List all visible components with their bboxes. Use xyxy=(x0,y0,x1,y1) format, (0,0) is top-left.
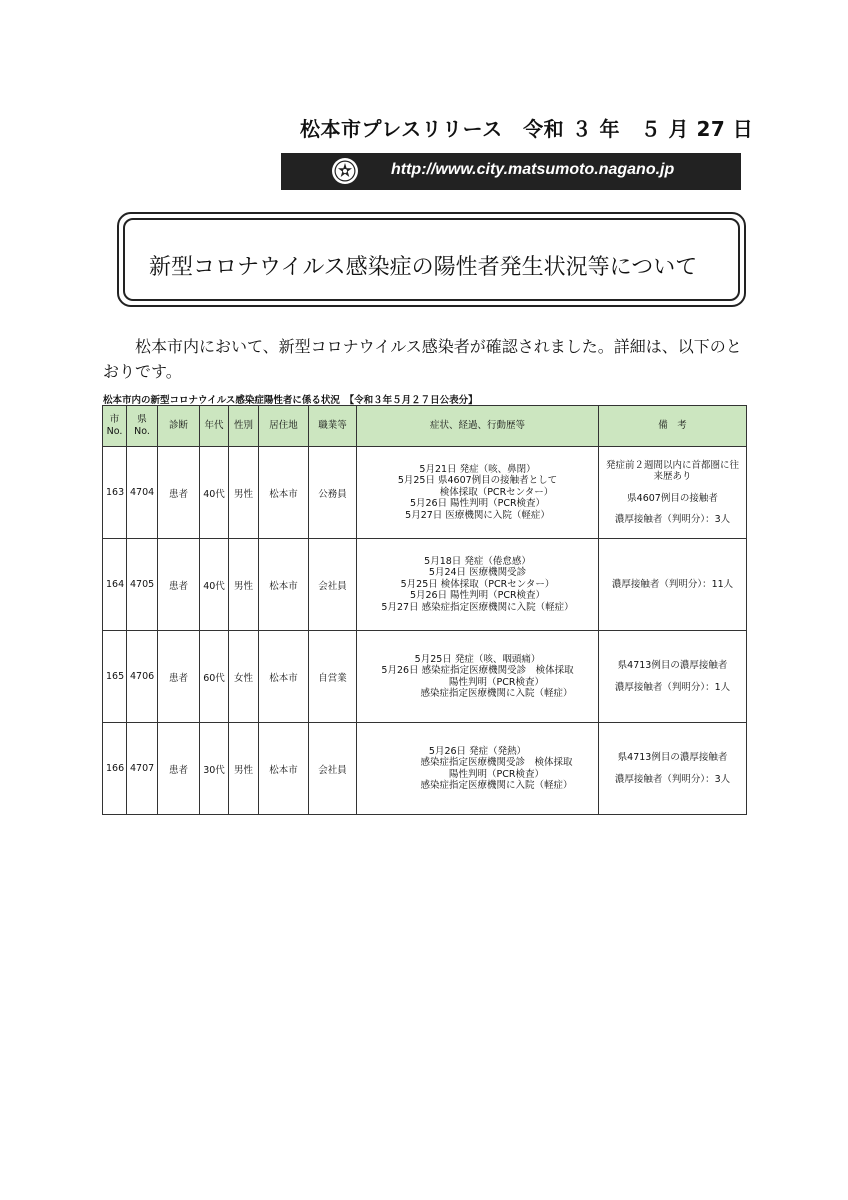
symptom-line: 5月26日 感染症指定医療機関受診 検体採取 xyxy=(381,665,574,676)
cell-symptoms xyxy=(357,539,599,631)
header-line: 県 xyxy=(137,414,147,425)
cell-city-no: 163 xyxy=(103,447,127,539)
cell-sex: 男性 xyxy=(229,539,259,631)
cell-sex: 女性 xyxy=(229,631,259,723)
title-box-inner-border xyxy=(123,218,740,301)
note-line: 発症前２週間以内に首都圏に往来歴あり xyxy=(605,459,739,482)
cell-occupation: 会社員 xyxy=(309,539,357,631)
cell-residence: 松本市 xyxy=(259,539,309,631)
cell-diagnosis: 患者 xyxy=(158,539,200,631)
symptom-line: 陽性判明（PCR検査） xyxy=(411,676,544,688)
cell-residence: 松本市 xyxy=(259,631,309,723)
cell-occupation: 公務員 xyxy=(309,447,357,539)
url-banner xyxy=(281,153,741,190)
cell-symptoms xyxy=(357,631,599,723)
note-line: 濃厚接触者（判明分）：3人 xyxy=(614,514,731,525)
cell-notes xyxy=(599,539,747,631)
cell-city-no: 164 xyxy=(103,539,127,631)
table-row xyxy=(103,631,747,723)
symptom-line: 5月21日 発症（咳、鼻閉） xyxy=(419,463,536,475)
matsumoto-city-seal-icon xyxy=(331,157,359,185)
header-occupation: 職業等 xyxy=(309,406,357,447)
symptom-line: 5月27日 感染症指定医療機関に入院（軽症） xyxy=(381,601,574,613)
cell-sex: 男性 xyxy=(229,723,259,815)
header-city-no xyxy=(103,406,127,447)
header-line: 市 xyxy=(109,414,120,425)
note-line: 県4607例目の接触者 xyxy=(627,492,718,504)
cell-notes xyxy=(599,723,747,815)
cell-pref-no: 4707 xyxy=(127,723,158,815)
cell-notes xyxy=(599,447,747,539)
note-line: 濃厚接触者（判明分）：1人 xyxy=(614,681,731,693)
header-diagnosis: 診断 xyxy=(158,406,200,447)
symptom-line: 5月26日 陽性判明（PCR検査） xyxy=(409,498,546,510)
cell-age: 40代 xyxy=(200,539,229,631)
cell-city-no: 165 xyxy=(103,631,127,723)
symptom-line: 感染症指定医療機関に入院（軽症） xyxy=(382,688,573,699)
cell-age: 60代 xyxy=(200,631,229,723)
cell-pref-no: 4705 xyxy=(127,539,158,631)
note-line: 県4713例目の濃厚接触者 xyxy=(617,660,728,671)
table-row xyxy=(103,447,747,539)
cell-city-no: 166 xyxy=(103,723,127,815)
symptom-line: 5月26日 発症（発熱） xyxy=(428,745,527,757)
table-header-row xyxy=(103,406,747,447)
header-residence: 居住地 xyxy=(259,406,309,447)
note-line: 県4713例目の濃厚接触者 xyxy=(617,752,728,763)
symptom-line: 感染症指定医療機関受診 検体採取 xyxy=(382,757,573,768)
header-age: 年代 xyxy=(200,406,229,447)
title-box xyxy=(117,212,746,307)
symptom-line: 陽性判明（PCR検査） xyxy=(411,768,544,780)
intro-paragraph: 松本市内において、新型コロナウイルス感染者が確認されました。詳細は、以下のとおりです。 xyxy=(103,337,742,381)
symptom-line: 5月25日 発症（咳、咽頭痛） xyxy=(414,653,541,665)
header-pref-no xyxy=(127,406,158,447)
press-release-title: 松本市プレスリリース 令和 ３ 年 ５ 月 27 日 xyxy=(300,117,754,141)
cell-pref-no: 4706 xyxy=(127,631,158,723)
cell-sex: 男性 xyxy=(229,447,259,539)
cell-age: 40代 xyxy=(200,447,229,539)
symptom-line: 5月26日 陽性判明（PCR検査） xyxy=(409,590,546,602)
cell-notes xyxy=(599,631,747,723)
symptom-line: 5月25日 県4607例目の接触者として xyxy=(397,475,558,487)
cell-diagnosis: 患者 xyxy=(158,723,200,815)
cell-occupation: 自営業 xyxy=(309,631,357,723)
cell-occupation: 会社員 xyxy=(309,723,357,815)
page-title: 新型コロナウイルス感染症の陽性者発生状況等について xyxy=(149,255,698,280)
header-sex: 性別 xyxy=(229,406,259,447)
symptom-line: 5月24日 医療機関受診 xyxy=(428,567,527,579)
cases-table xyxy=(102,405,747,815)
cell-residence: 松本市 xyxy=(259,447,309,539)
note-line: 濃厚接触者（判明分）：3人 xyxy=(614,773,731,785)
symptom-line: 5月25日 検体採取（PCRセンター） xyxy=(400,578,555,590)
cell-symptoms xyxy=(357,723,599,815)
cell-diagnosis: 患者 xyxy=(158,447,200,539)
header-symptoms: 症状、経過、行動歴等 xyxy=(357,406,599,447)
table-caption: 松本市内の新型コロナウイルス感染症陽性者に係る状況 【令和３年５月２７日公表分】 xyxy=(103,395,478,406)
header-line: No. xyxy=(106,426,123,437)
header-notes: 備 考 xyxy=(599,406,747,447)
symptom-line: 5月18日 発症（倦怠感） xyxy=(424,555,531,567)
cell-symptoms xyxy=(357,447,599,539)
note-line: 濃厚接触者（判明分）：11人 xyxy=(611,578,734,590)
symptom-line: 5月27日 医療機関に入院（軽症） xyxy=(405,509,550,521)
cell-diagnosis: 患者 xyxy=(158,631,200,723)
city-website-url[interactable]: http://www.city.matsumoto.nagano.jp xyxy=(391,161,675,178)
symptom-line: 検体採取（PCRセンター） xyxy=(401,486,554,498)
symptom-line: 感染症指定医療機関に入院（軽症） xyxy=(382,780,573,791)
cell-age: 30代 xyxy=(200,723,229,815)
cell-residence: 松本市 xyxy=(259,723,309,815)
table-row xyxy=(103,723,747,815)
header-line: No. xyxy=(134,426,150,437)
cell-pref-no: 4704 xyxy=(127,447,158,539)
table-row xyxy=(103,539,747,631)
